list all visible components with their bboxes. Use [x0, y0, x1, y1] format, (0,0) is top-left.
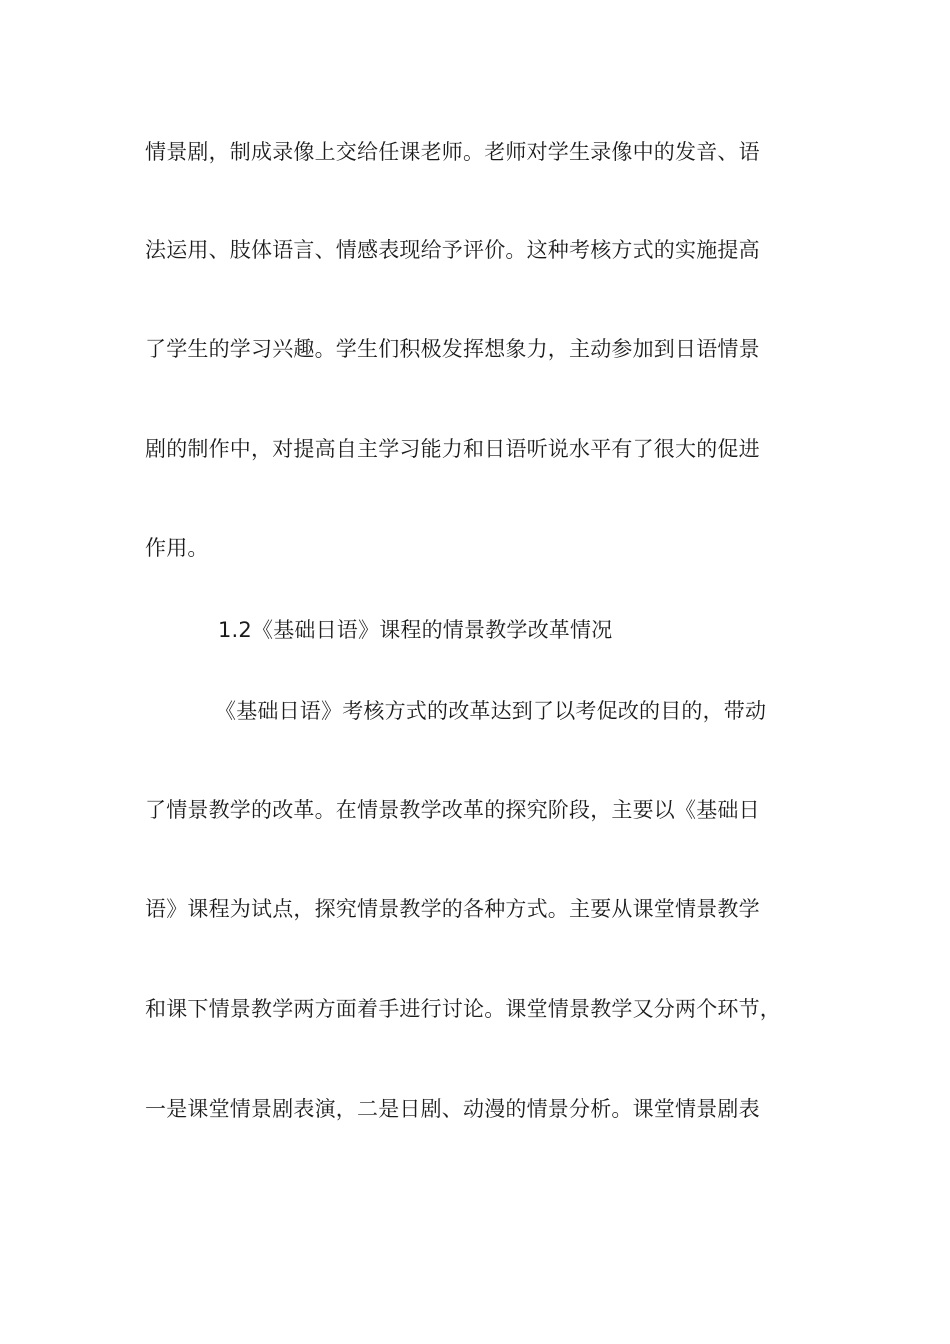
body-text-line: 一是课堂情景剧表演，二是日剧、动漫的情景分析。课堂情景剧表 — [145, 1097, 760, 1121]
section-heading: 1.2《基础日语》课程的情景教学改革情况 — [218, 618, 613, 642]
body-text-line: 作用。 — [145, 536, 209, 560]
body-text-line: 语》课程为试点，探究情景教学的各种方式。主要从课堂情景教学 — [145, 897, 760, 921]
body-text-line: 情景剧，制成录像上交给任课老师。老师对学生录像中的发音、语 — [145, 140, 760, 164]
body-text-line: 了情景教学的改革。在情景教学改革的探究阶段，主要以《基础日 — [145, 798, 760, 822]
body-text-line: 《基础日语》考核方式的改革达到了以考促改的目的，带动 — [215, 699, 767, 723]
body-text-line: 了学生的学习兴趣。学生们积极发挥想象力，主动参加到日语情景 — [145, 337, 760, 361]
body-text-line: 剧的制作中，对提高自主学习能力和日语听说水平有了很大的促进 — [145, 437, 760, 461]
body-text-line: 和课下情景教学两方面着手进行讨论。课堂情景教学又分两个环节， — [145, 997, 781, 1021]
body-text-line: 法运用、肢体语言、情感表现给予评价。这种考核方式的实施提高 — [145, 238, 760, 262]
